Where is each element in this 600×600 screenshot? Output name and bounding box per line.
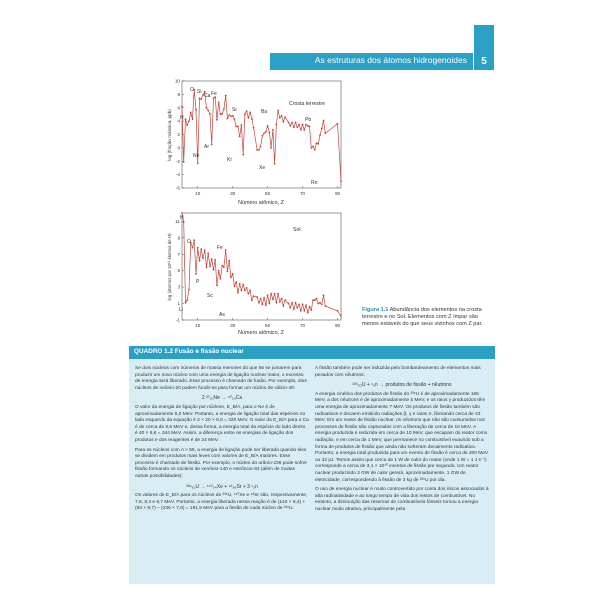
data-point [274,163,276,165]
element-label-fe: Fe [211,91,217,97]
paragraph: A fissão também pode ser induzida pelo bombardeamento de elementos mais pesados com nêutrons: [315,366,481,378]
data-point [269,303,271,305]
data-point [262,135,264,137]
element-label-rn: Rn [311,180,318,186]
data-point [316,298,318,300]
data-point [272,129,274,131]
y-tick-label: -1 [175,317,180,323]
x-tick-label: 90 [334,323,341,328]
data-point [211,144,213,146]
data-point [248,293,250,295]
crust-abundance-chart [165,75,365,207]
element-label-ba: Ba [261,109,268,115]
data-point [337,310,339,312]
data-point [305,124,307,126]
data-point [340,180,342,182]
element-label-h: H [180,215,184,221]
data-point [195,273,197,275]
data-point [209,113,211,115]
data-point [218,270,220,272]
data-point [319,134,321,136]
data-point [302,304,304,306]
data-point [307,125,309,127]
data-point [251,118,253,120]
paragraph: A energia cinética dos produtos de fissão do ²³⁵U é de aproximadamente 165 MeV, a dos nêutrons é de aproximadamente 5 MeV, e os raios γ produzidos têm uma energia de aproximadamente 7 MeV. Os produtos de fissão também são radioativos e decaem emitindo radiações β, γ e raios X, liberando cerca de 23 MeV. Em um reator de fissão nuclear, os nêutrons que não são consumidos nos processos de fissão são capturados com a liberação de cerca de 10 MeV. A energia produzida é reduzida em cerca de 10 MeV, que escapam do reator como radiação, e em cerca de 1 MeV, que permanece no combustível exaurido sob a forma de produtos de fissão que ainda não sofreram decaimento radioativo. Portanto, a energia total produzida para um evento de fissão é cerca de 200 MeV ou 32 pJ. Temos assim que cerca de 1 W de calor do reator (onde 1 W = 1 J s⁻¹) corresponde a cerca de 3,1 × 10¹⁰ eventos de fissão por segundo. Um reator nuclear produzindo 3 GW de calor gerará, aproximadamente, 1 GW de eletricidade, correspondendo à fissão de 3 kg de ²³⁵U por dia. [315,391,489,483]
data-point [237,126,239,128]
data-point [272,299,274,301]
data-point [323,294,325,296]
y-tick-label: 11 [175,218,180,224]
data-point [186,299,188,301]
data-point [289,307,291,309]
data-point [207,110,209,112]
chapter-header-bar [270,53,473,70]
data-point [269,132,271,134]
y-tick-label: 7 [177,251,180,257]
data-point [305,304,307,306]
data-point [186,124,188,126]
x-tick-label: 10 [195,191,201,196]
data-point [321,128,323,130]
data-point [192,118,194,120]
data-point [260,146,262,148]
data-point [321,304,323,306]
data-point [291,122,293,124]
data-point [288,122,290,124]
data-point [295,122,297,124]
data-point [225,249,227,251]
data-point [227,118,229,120]
data-point [200,248,202,250]
y-tick-label: -4 [175,172,180,178]
data-point [314,149,316,151]
element-label-li: Li [179,307,183,313]
data-point [230,116,232,118]
data-point [260,298,262,300]
element-label-ca: Ca [204,93,211,99]
data-point [316,142,318,144]
chapter-title: As estruturas dos átomos hidrogenoides [314,55,467,65]
induced-fission-equation: ²³⁵₉₂U + ¹₀n → produtos de fissão + nêutrons [352,382,452,389]
solar-abundance-chart [165,207,365,339]
data-point [199,98,201,100]
element-label-sr: Sr [232,107,237,113]
data-point [281,115,283,117]
page-number-tab [474,25,494,70]
data-point [277,110,279,112]
data-point [193,239,195,241]
data-point [300,310,302,312]
crust-series-label: Crosta terrestre [289,101,326,107]
data-point [207,252,209,254]
data-point [279,117,281,119]
data-point [307,312,309,314]
element-label-as: As [219,312,225,318]
data-point [317,143,319,145]
data-point [288,303,290,305]
data-point [244,290,246,292]
data-point [279,301,281,303]
page-number: 5 [481,56,487,67]
x-tick-label: 50 [265,191,271,196]
data-point [262,304,264,306]
element-label-ar: Ar [204,144,209,150]
data-point [204,249,206,251]
data-point [241,290,243,292]
data-point [225,95,227,97]
data-point [188,289,190,291]
data-point [202,257,204,259]
data-point [218,102,220,104]
element-label-sc: Sc [207,293,213,299]
data-point [303,129,305,131]
data-point [216,119,218,121]
crust-x-axis-label: Número atômico, Z [238,200,284,206]
data-point [267,125,269,127]
data-point [200,98,202,100]
y-tick-label: 4 [177,118,180,124]
data-point [246,287,248,289]
data-point [296,126,298,128]
x-tick-label: 90 [334,191,341,196]
data-point [309,126,311,128]
paragraph: O valor da energia de ligação por núcleon, E_B/A, para o Ne é de aproximadamente 8,0 MeV. Portanto, a energia de ligação total das espécies no lado esquerdo da equação é 2 × 20 × 8,0 = 320 MeV. O valor da E_B/A para o Ca é de cerca de 8,6 MeV e, dessa forma, a energia total da espécie do lado direito é 40 × 8,6 = 344 MeV. Assim, a diferença entre as energias de ligação dos produtos e dos reagentes é de 24 MeV. [135,404,309,443]
element-label-ne: Ne [193,153,200,159]
data-point [223,266,225,268]
data-point [244,114,246,116]
data-point [282,121,284,123]
y-tick-label: 8 [177,91,180,97]
solar-series-line [182,213,341,316]
data-point [340,315,342,317]
info-box-header [129,346,495,359]
data-point [183,161,185,163]
data-point [206,266,208,268]
y-tick-label: -6 [175,185,180,191]
data-point [248,117,250,119]
info-box [129,346,495,584]
data-point [237,292,239,294]
data-point [192,247,194,249]
data-point [276,124,278,126]
data-point [242,154,244,156]
x-tick-label: 50 [265,323,271,328]
data-point [267,294,269,296]
data-point [234,118,236,120]
data-point [317,303,319,305]
data-point [235,281,237,283]
data-point [209,266,211,268]
data-point [282,305,284,307]
data-point [242,284,244,286]
info-box-left-column [135,366,309,516]
data-point [228,114,230,116]
data-point [298,304,300,306]
element-label-o: O [187,239,191,245]
data-point [183,221,185,223]
data-point [293,126,295,128]
data-point [181,212,183,214]
data-point [265,304,267,306]
data-point [211,258,213,260]
solar-series-label: Sol [293,227,301,233]
data-point [270,293,272,295]
data-point [303,310,305,312]
data-point [246,110,248,112]
y-tick-label: 3 [177,284,180,290]
data-point [188,120,190,122]
data-point [235,126,237,128]
data-point [293,308,295,310]
data-point [230,276,232,278]
data-point [337,123,339,125]
figure-caption [362,307,494,329]
data-point [213,269,215,271]
data-point [258,149,260,151]
data-point [190,112,192,114]
data-point [263,297,265,299]
data-point [239,283,241,285]
solar-x-axis-label: Número atômico, Z [238,330,284,336]
data-point [310,147,312,149]
data-point [296,307,298,309]
data-point [221,265,223,267]
data-point [324,305,326,307]
data-point [274,293,276,295]
data-point [253,295,255,297]
data-point [291,302,293,304]
data-point [185,302,187,304]
data-point [302,124,304,126]
data-point [232,115,234,117]
element-label-pb: Pb [305,117,312,123]
y-tick-label: -2 [175,158,180,164]
data-point [228,260,230,262]
data-point [314,299,316,301]
data-point [310,309,312,311]
data-point [232,273,234,275]
data-point [227,271,229,273]
data-point [277,293,279,295]
fission-equation: ²³⁶₉₂U → ¹⁴⁰₅₄Xe + ⁹³₃₈Sr + 3 ¹₀n [186,483,258,490]
element-label-xe: Xe [259,165,266,171]
element-label-si: Si [197,89,202,95]
y-tick-label: 2 [177,132,180,138]
data-point [312,146,314,148]
data-point [284,299,286,301]
figure-caption-label: Figura 1.1 [362,307,389,313]
paragraph: Se dois núcleos com números de massa menores do que 56 se juntarem para produzir um novo núcleo com uma energia de ligação nuclear maior, o excesso de energia será liberado. Esse processo é chamado de fusão. Por exemplo, dois núcleos de neônio-20 podem fundir-se para formar um núcleo de cálcio-40: [135,366,307,391]
data-point [199,260,201,262]
y-tick-label: 5 [177,268,180,274]
data-point [309,306,311,308]
data-point [185,118,187,120]
data-point [241,124,243,126]
element-label-kr: Kr [227,157,232,163]
data-point [220,114,222,116]
data-point [256,296,258,298]
data-point [323,120,325,122]
data-point [214,259,216,261]
data-point [197,247,199,249]
element-label-p: P [196,279,200,285]
crust-y-axis-label: log (fração mássica, ppb) [167,109,172,161]
data-point [284,116,286,118]
data-point [213,98,215,100]
element-label-h: H [180,115,184,121]
data-point [251,299,253,301]
data-point [253,127,255,129]
data-point [197,162,199,164]
x-tick-label: 10 [195,323,201,328]
y-tick-label: 0 [177,145,180,151]
info-box-right-column [315,366,489,516]
data-point [195,109,197,111]
data-point [249,290,251,292]
y-tick-label: 6 [177,105,180,111]
data-point [319,302,321,304]
y-tick-label: 10 [174,78,180,84]
paragraph: Para os núcleos com A > 56, a energia de ligação pode ser liberada quando eles se dividem em produtos mais leves com valores de E_B/A maiores. Esse processo é chamado de fissão. Por exemplo, o núcleo do urânio-236 pode sofrer fissão formando os núcleos de xenônio-140 e estrôncio-93 (além de muitas outras possibilidades): [135,447,307,479]
data-point [256,149,258,151]
data-point [258,302,260,304]
data-point [270,147,272,149]
data-point [263,132,265,134]
data-point [298,124,300,126]
x-tick-label: 70 [299,191,306,196]
data-point [276,302,278,304]
data-point [295,302,297,304]
paragraph: O uso de energia nuclear é muito controvertido por conta dos riscos associados à alta radioatividade e ao longo tempo de vida dos restos de combustível. No entanto, a diminuição das reservas de combustíveis fósseis tornou a energia nuclear muito atrativa, principalmente pela [315,487,489,512]
data-point [300,129,302,131]
data-point [220,278,222,280]
paragraph: Os valores de E_B/A para os núcleos de ²³⁶U, ¹⁴⁰Xe e ⁹³Sr são, respectivamente, 7,6, 8,4 e 8,7 MeV. Portanto, a energia liberada nessa reação é de (140 × 8,4) + (93 × 8,7) − (236 × 7,6) = 191,5 MeV para a fissão de cada núcleo de ²³⁶U. [135,493,308,512]
element-label-o: O [190,87,194,93]
data-point [312,299,314,301]
x-tick-label: 30 [230,323,236,328]
info-box-title: QUADRO 1.2 Fusão e fissão nuclear [134,348,244,355]
x-tick-label: 70 [299,323,306,328]
fusion-equation: 2 ²⁰₁₀Ne → ⁴⁰₂₀Ca [201,395,243,402]
chart-frame [182,213,341,320]
data-point [234,285,236,287]
y-tick-label: 1 [177,301,180,307]
data-point [206,107,208,109]
y-tick-label: 9 [177,235,180,241]
data-point [265,131,267,133]
data-point [281,298,283,300]
data-point [216,285,218,287]
data-point [324,132,326,134]
data-point [221,113,223,115]
x-tick-label: 30 [230,191,236,196]
data-point [181,106,183,108]
data-point [239,136,241,138]
element-label-fe: Fe [217,245,223,251]
data-point [289,125,291,127]
figure-caption-text: Abundância dos elementos na crosta terrestre e no Sol. Elementos com Z ímpar são menos estáveis do que seus vizinhos com Z par. [362,307,483,328]
data-point [249,112,251,114]
data-point [223,108,225,110]
solar-y-axis-label: log (átomos por 10¹² átomos de H) [167,233,172,301]
